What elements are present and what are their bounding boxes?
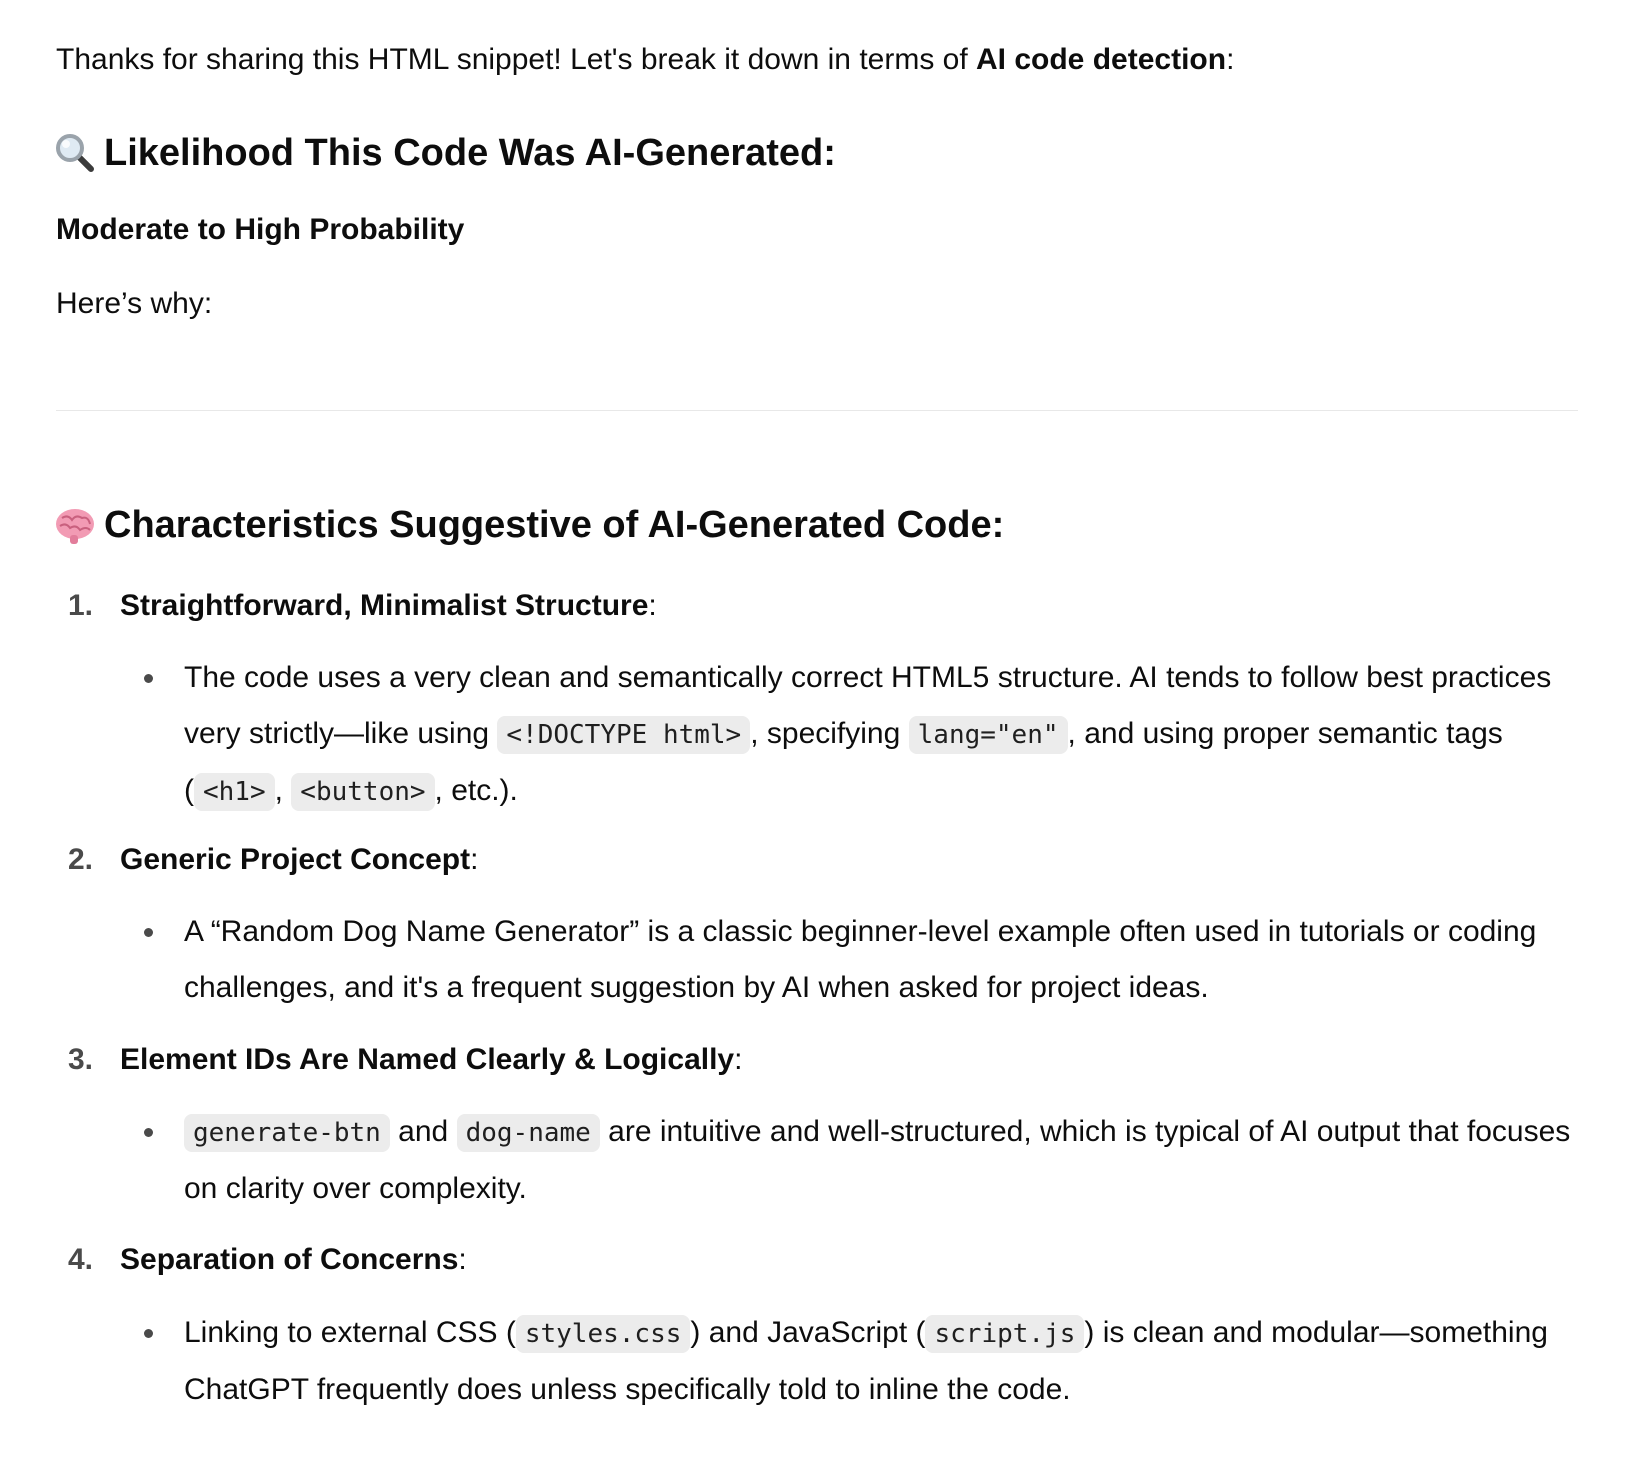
list-item-heading bbox=[68, 838, 478, 882]
text-run: The code uses a very clean and semantically correct HTML5 structure. AI tends to follow best practices very strictly—like using bbox=[184, 661, 1552, 750]
list-item-title: Separation of Concerns bbox=[120, 1243, 459, 1276]
list-number: 1. bbox=[68, 589, 94, 622]
text-run: , etc.). bbox=[434, 774, 518, 807]
likelihood-heading-text: Likelihood This Code Was AI-Generated: bbox=[104, 132, 836, 174]
intro-text: Thanks for sharing this HTML snippet! Let's break it down in terms of bbox=[56, 43, 977, 76]
text-run: , bbox=[274, 774, 292, 807]
bullet-text bbox=[184, 650, 1584, 820]
text-run: A “Random Dog Name Generator” is a classic beginner-level example often used in tutorials or coding challenges, and it's a frequent suggestion by AI when asked for project ideas. bbox=[184, 915, 1537, 1004]
reason-lead: Here’s why: bbox=[56, 287, 213, 320]
inline-code: styles.css bbox=[516, 1315, 691, 1353]
text-run: and bbox=[389, 1115, 457, 1148]
list-item-colon: : bbox=[470, 843, 479, 876]
list-number: 3. bbox=[68, 1043, 94, 1076]
probability-verdict: Moderate to High Probability bbox=[56, 213, 465, 246]
inline-code: <!DOCTYPE html> bbox=[497, 716, 750, 754]
text-run: , specifying bbox=[750, 717, 909, 750]
brain-icon bbox=[54, 504, 96, 546]
bullet-item bbox=[144, 1305, 1584, 1418]
list-item-heading bbox=[68, 584, 657, 628]
bullet-item bbox=[144, 1104, 1584, 1217]
list-number: 2. bbox=[68, 843, 94, 876]
inline-code: dog-name bbox=[457, 1114, 600, 1152]
characteristics-heading bbox=[54, 500, 1004, 550]
list-item-title: Straightforward, Minimalist Structure bbox=[120, 589, 649, 622]
text-run: are intuitive and well-structured, which is typical of AI output that focuses on clarity over complexity. bbox=[184, 1115, 1571, 1205]
list-item-title: Element IDs Are Named Clearly & Logically bbox=[120, 1043, 735, 1076]
characteristics-heading-text: Characteristics Suggestive of AI-Generated Code: bbox=[104, 504, 1005, 546]
list-item-title: Generic Project Concept bbox=[120, 843, 471, 876]
intro-suffix: : bbox=[1226, 43, 1235, 76]
bullet-text bbox=[184, 1104, 1584, 1217]
inline-code: generate-btn bbox=[184, 1114, 390, 1152]
intro-paragraph bbox=[56, 38, 1234, 82]
bullet-item bbox=[144, 904, 1584, 1016]
bullet-text bbox=[184, 1305, 1584, 1418]
list-item-colon: : bbox=[648, 589, 657, 622]
text-run: ) is clean and modular—something ChatGPT frequently does unless specifically told to inline the code. bbox=[184, 1316, 1548, 1406]
section-divider bbox=[56, 410, 1578, 411]
list-number: 4. bbox=[68, 1243, 94, 1276]
text-run: Linking to external CSS ( bbox=[184, 1316, 516, 1349]
list-item-heading bbox=[68, 1038, 742, 1082]
bullet-dot bbox=[144, 1128, 153, 1137]
list-item-colon: : bbox=[458, 1243, 467, 1276]
bullet-text bbox=[184, 904, 1584, 1016]
bullet-dot bbox=[144, 928, 153, 937]
intro-emphasis: AI code detection bbox=[976, 43, 1227, 76]
list-item-heading bbox=[68, 1238, 467, 1282]
likelihood-heading bbox=[54, 128, 836, 178]
inline-code: <h1> bbox=[194, 773, 275, 811]
text-run: ) and JavaScript ( bbox=[690, 1316, 926, 1349]
magnifying-glass-icon bbox=[54, 132, 96, 174]
inline-code: <button> bbox=[291, 773, 434, 811]
inline-code: script.js bbox=[925, 1315, 1084, 1353]
bullet-item bbox=[144, 650, 1584, 820]
inline-code: lang="en" bbox=[909, 716, 1068, 754]
text-run: , and using proper semantic tags ( bbox=[184, 717, 1503, 807]
bullet-dot bbox=[144, 674, 153, 683]
list-item-colon: : bbox=[734, 1043, 743, 1076]
bullet-dot bbox=[144, 1329, 153, 1338]
